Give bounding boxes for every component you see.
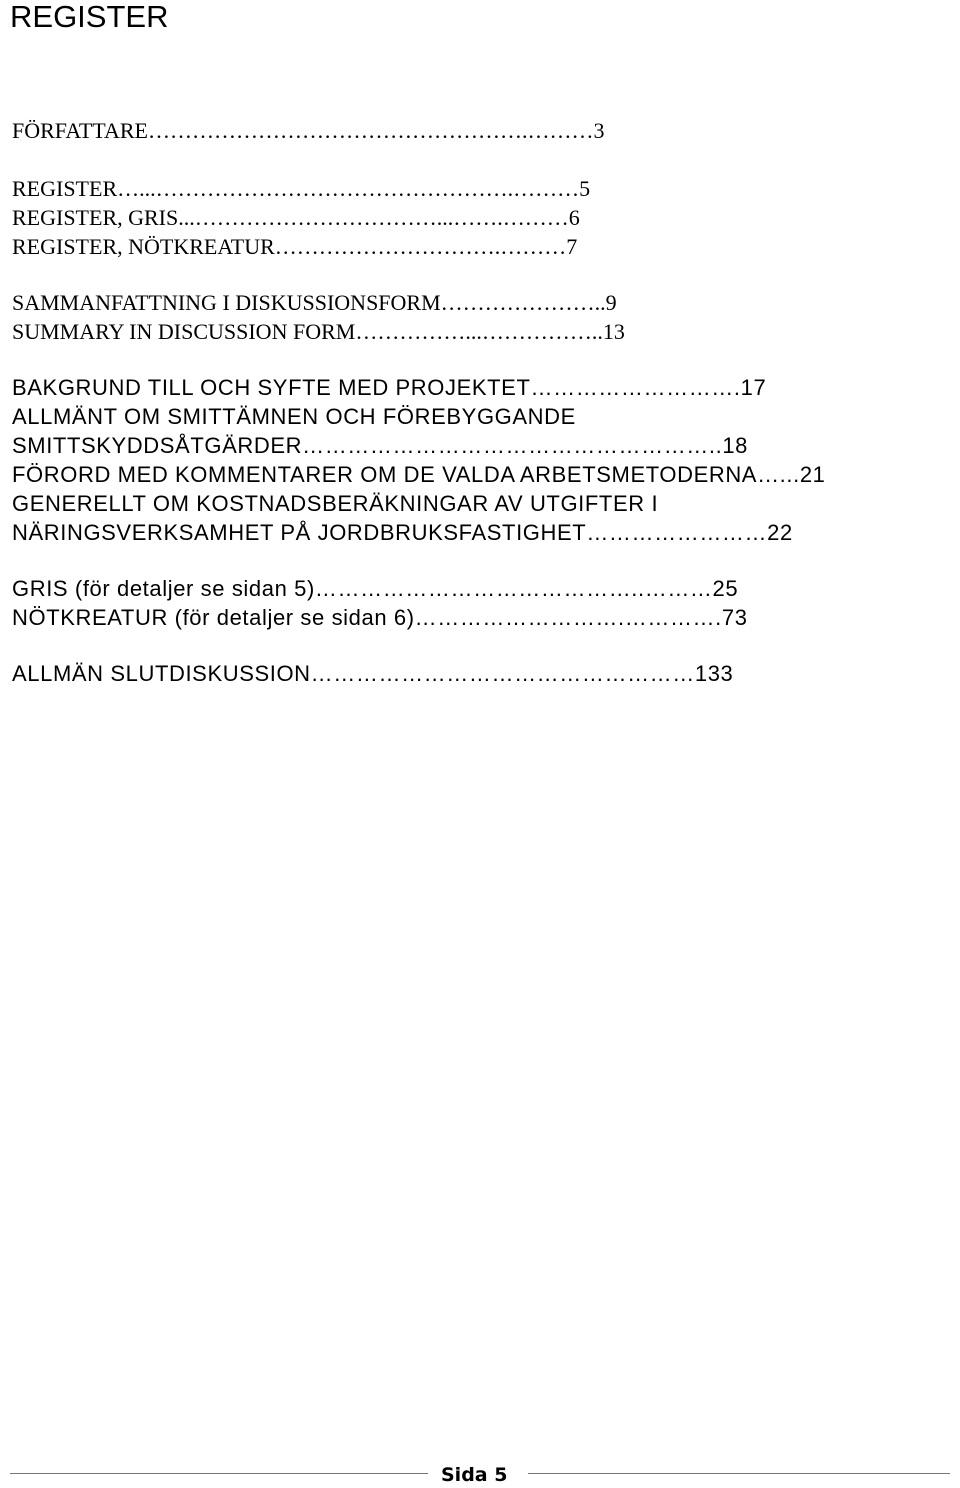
toc-entry-summary[interactable]: SUMMARY IN DISCUSSION FORM……………...……………..13 <box>12 319 625 344</box>
page-number: Sida 5 <box>441 1464 508 1486</box>
toc-entry-allmant-line2[interactable]: SMITTSKYDDSÅTGÄRDER………………………………………………..18 <box>12 433 748 458</box>
page-footer <box>0 1462 960 1486</box>
toc-entry-forfattare[interactable]: FÖRFATTARE…………………………………………….………3 <box>12 118 605 143</box>
toc-entry-notkreatur[interactable]: NÖTKREATUR (för detaljer se sidan 6)……………………….………….73 <box>12 605 748 630</box>
toc-entry-register[interactable]: REGISTER…...………………………………………….………5 <box>12 176 591 201</box>
toc-entry-gris[interactable]: GRIS (för detaljer se sidan 5)……………………………………..………25 <box>12 576 739 601</box>
toc-entry-sammanfattning[interactable]: SAMMANFATTNING I DISKUSSIONSFORM…………………..9 <box>12 290 617 315</box>
toc-entry-bakgrund[interactable]: BAKGRUND TILL OCH SYFTE MED PROJEKTET……………………….17 <box>12 375 767 400</box>
toc-entry-allman-slutdiskussion[interactable]: ALLMÄN SLUTDISKUSSION……………………………………………133 <box>12 661 734 686</box>
page-title: REGISTER <box>10 0 169 34</box>
toc-entry-register-gris[interactable]: REGISTER, GRIS...……………………………...…….………6 <box>12 205 580 230</box>
footer-rule-left <box>10 1473 428 1474</box>
toc-entry-allmant-line1[interactable]: ALLMÄNT OM SMITTÄMNEN OCH FÖREBYGGANDE <box>12 404 576 429</box>
footer-rule-right <box>528 1473 950 1474</box>
toc-entry-register-notkreatur[interactable]: REGISTER, NÖTKREATUR………………………….………7 <box>12 234 578 259</box>
toc-entry-generellt-line2[interactable]: NÄRINGSVERKSAMHET PÅ JORDBRUKSFASTIGHET……………………22 <box>12 520 793 545</box>
toc-entry-generellt-line1[interactable]: GENERELLT OM KOSTNADSBERÄKNINGAR AV UTGIFTER I <box>12 491 659 516</box>
toc-entry-forord[interactable]: FÖRORD MED KOMMENTARER OM DE VALDA ARBETSMETODERNA…...21 <box>12 462 826 487</box>
